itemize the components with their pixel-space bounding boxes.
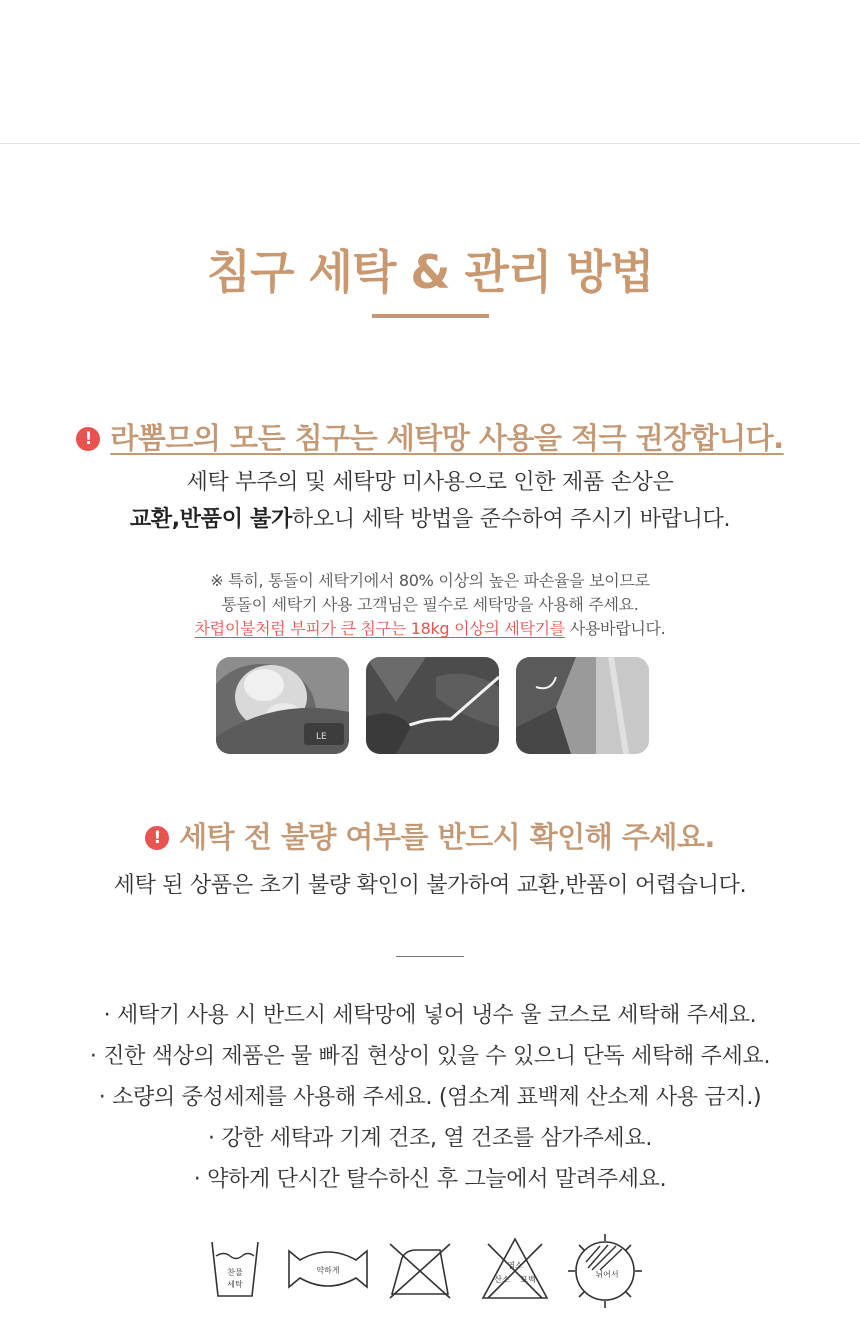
warning-icon: ! [145,826,169,850]
cold-wash-label-1: 찬물 [227,1268,243,1277]
no-return-text: 교환,반품이 불가 [129,507,292,532]
section1-heading-text: 라뽐므의 모든 침구는 세탁망 사용을 적극 권장합니다. [110,421,784,455]
shade-dry-icon [566,1232,644,1314]
title-underline [372,314,489,318]
washer-brand-label: LE [316,732,327,742]
bleach-label-1: 염소 [507,1261,523,1270]
section-divider [396,956,464,957]
section1-line1: 세탁 부주의 및 세탁망 미사용으로 인한 제품 손상은 [186,470,674,495]
care-instruction: · 약하게 단시간 탈수하신 후 그늘에서 말려주세요. [193,1167,667,1192]
section2-line1: 세탁 된 상품은 초기 불량 확인이 불가하여 교환,반품이 어렵습니다. [113,873,747,898]
shade-dry-label: 뉘어서 [595,1270,619,1279]
bleach-label-2: 산소 [494,1275,510,1284]
note-line3-rest: 사용바랍니다. [564,619,666,638]
section1-line2-rest: 하오니 세탁 방법을 준수하여 주시기 바랍니다. [291,507,731,532]
section2-heading [0,815,860,856]
no-tumble-dry-icon [388,1242,452,1304]
section1-heading [0,416,860,457]
cold-wash-label-2: 세탁 [227,1280,243,1289]
bleach-label-3: 표백 [520,1275,536,1284]
note-line2: 통돌이 세탁기 사용 고객님은 필수로 세탁망을 사용해 주세요. [221,595,639,614]
care-instruction: · 강한 세탁과 기계 건조, 열 건조를 삼가주세요. [207,1126,653,1151]
washer-photo-2 [366,657,499,754]
note-line3-warning: 차렵이불처럼 부피가 큰 침구는 18kg 이상의 세탁기를 [194,619,565,638]
note-line1: ※ 특히, 통돌이 세탁기에서 80% 이상의 높은 파손율을 보이므로 [210,571,650,590]
top-divider [0,143,860,144]
cold-wash-icon [208,1236,262,1304]
page-title: 침구 세탁 & 관리 방법 [206,245,654,299]
washer-photo-3 [516,657,649,754]
gentle-wash-label: 약하게 [316,1266,340,1275]
section1-line2 [0,502,860,533]
washer-photo-1 [216,657,349,754]
care-instruction: · 소량의 중성세제를 사용해 주세요. (염소계 표백제 산소제 사용 금지.) [98,1085,762,1110]
gentle-wash-icon [286,1248,370,1294]
section2-heading-text: 세탁 전 불량 여부를 반드시 확인해 주세요. [179,820,715,854]
care-instruction: · 진한 색상의 제품은 물 빠짐 현상이 있을 수 있으니 단독 세탁해 주세요. [89,1044,771,1069]
care-instruction: · 세탁기 사용 시 반드시 세탁망에 넣어 냉수 울 코스로 세탁해 주세요. [103,1003,757,1028]
warning-icon: ! [76,427,100,451]
note-line3 [0,616,860,639]
no-bleach-icon [480,1236,550,1306]
